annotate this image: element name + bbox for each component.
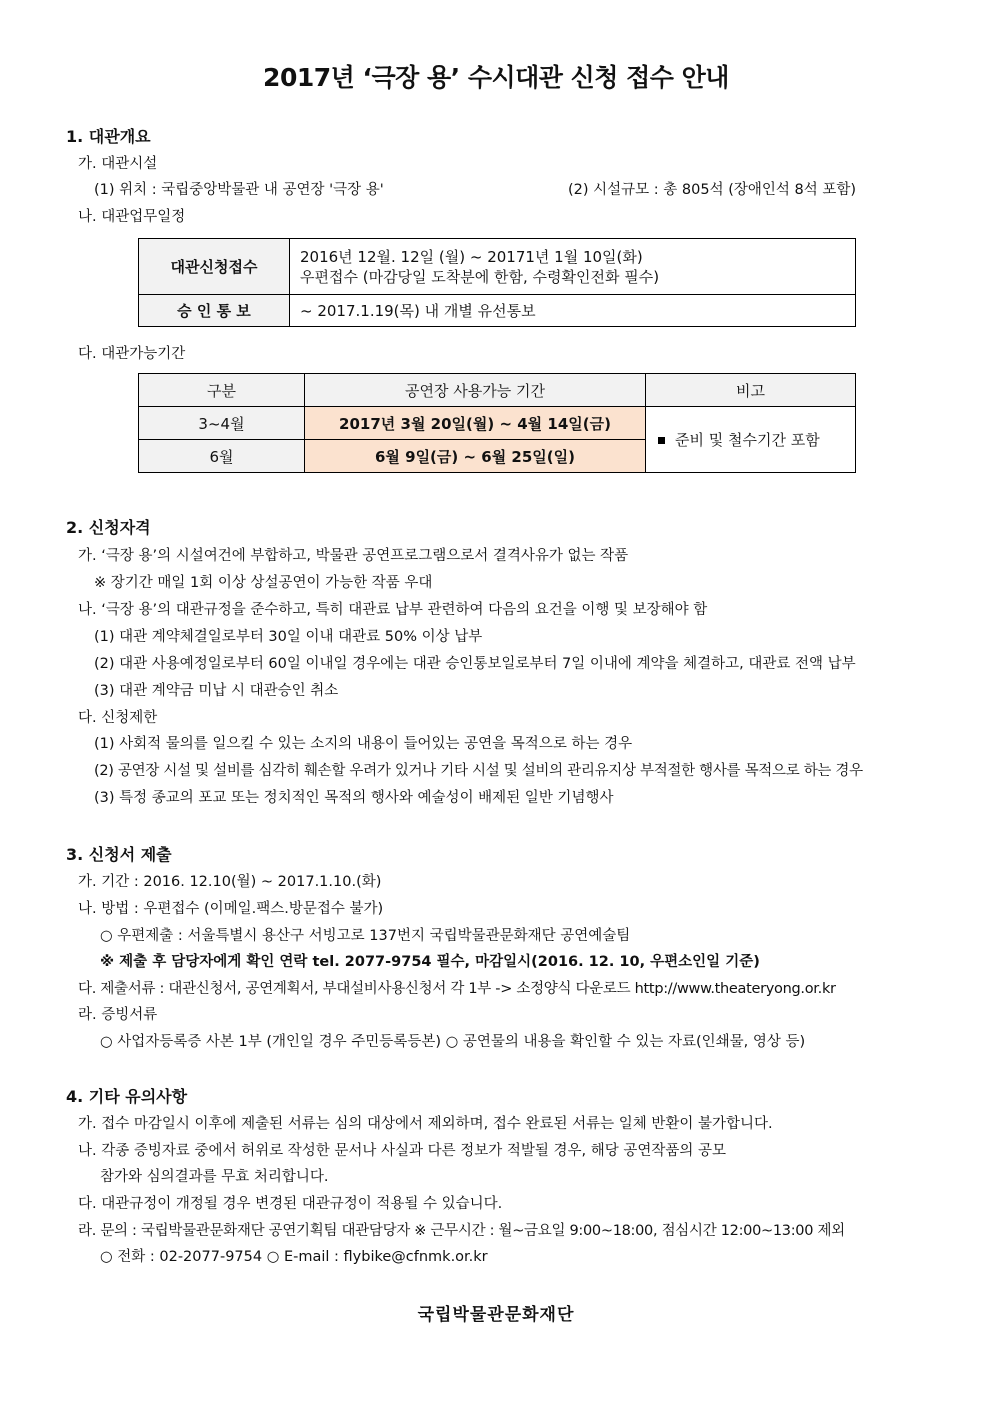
s3-line-5: 다. 제출서류 : 대관신청서, 공연계획서, 부대설비사용신청서 각 1부 -> 소정양식 다운로드 http://www.theateryong.or.kr [78, 981, 836, 997]
footer-organization: 국립박물관문화재단 [417, 1305, 575, 1325]
period-header-period: 공연장 사용가능 기간 [305, 374, 646, 407]
s4-line-3: 참가와 심의결과를 무효 처리합니다. [100, 1169, 329, 1185]
s2-line-8: (1) 사회적 물의를 일으킬 수 있는 소지의 내용이 들어있는 공연을 목적으로 하는 경우 [94, 736, 633, 752]
page-title: 2017년 ‘극장 용’ 수시대관 신청 접수 안내 [263, 63, 729, 92]
section-2-heading: 2. 신청자격 [66, 518, 151, 537]
period-header-category: 구분 [139, 374, 305, 407]
schedule-apply-method: 우편접수 (마감당일 도착분에 한함, 수령확인전화 필수) [300, 267, 660, 286]
s4-line-5: 라. 문의 : 국립박물관문화재단 공연기획팀 대관담당자 ※ 근무시간 : 월~금요일 9:00~18:00, 점심시간 12:00~13:00 제외 [78, 1223, 845, 1239]
s2-line-6: (3) 대관 계약금 미납 시 대관승인 취소 [94, 683, 339, 699]
s3-line-4: ※ 제출 후 담당자에게 확인 연락 tel. 2077-9754 필수, 마감일시(2016. 12. 10, 우편소인일 기준) [100, 954, 760, 970]
s3-line-1: 가. 기간 : 2016. 12.10(월) ~ 2017.1.10.(화) [78, 874, 382, 890]
s4-line-4: 다. 대관규정이 개정될 경우 변경된 대관규정이 적용될 수 있습니다. [78, 1196, 503, 1212]
s1-location: (1) 위치 : 국립중앙박물관 내 공연장 '극장 용' [94, 182, 384, 198]
s4-line-2: 나. 각종 증빙자료 중에서 허위로 작성한 문서나 사실과 다른 정보가 적발될 경우, 해당 공연작품의 공모 [78, 1143, 727, 1159]
schedule-approval-value: ~ 2017.1.19(목) 내 개별 유선통보 [290, 295, 856, 327]
s2-line-2: ※ 장기간 매일 1회 이상 상설공연이 가능한 작품 우대 [94, 575, 433, 591]
period-header-note: 비고 [646, 374, 856, 407]
s3-line-3: ○ 우편제출 : 서울특별시 용산구 서빙고로 137번지 국립박물관문화재단 공연예술팀 [100, 928, 631, 944]
schedule-apply-value [290, 239, 856, 295]
schedule-head-apply: 대관신청접수 [139, 239, 290, 295]
s1-na: 나. 대관업무일정 [78, 209, 186, 225]
section-3-heading: 3. 신청서 제출 [66, 845, 172, 864]
square-bullet-icon [658, 437, 665, 444]
s3-line-6: 라. 증빙서류 [78, 1007, 158, 1023]
s1-ga: 가. 대관시설 [78, 156, 158, 172]
s2-line-10: (3) 특정 종교의 포교 또는 정치적인 목적의 행사와 예술성이 배제된 일반 기념행사 [94, 790, 614, 806]
s2-line-1: 가. ‘극장 용’의 시설여건에 부합하고, 박물관 공연프로그램으로서 결격사유가 없는 작품 [78, 548, 629, 564]
s3-line-7: ○ 사업자등록증 사본 1부 (개인일 경우 주민등록등본) ○ 공연물의 내용을 확인할 수 있는 자료(인쇄물, 영상 등) [100, 1034, 806, 1050]
schedule-head-approval: 승 인 통 보 [139, 295, 290, 327]
section-4-heading: 4. 기타 유의사항 [66, 1087, 188, 1106]
s2-line-4: (1) 대관 계약체결일로부터 30일 이내 대관료 50% 이상 납부 [94, 629, 483, 645]
section-1-heading: 1. 대관개요 [66, 127, 151, 146]
period-table [138, 373, 856, 473]
s2-line-7: 다. 신청제한 [78, 710, 158, 726]
s2-line-3: 나. ‘극장 용’의 대관규정을 준수하고, 특히 대관료 납부 관련하여 다음의 요건을 이행 및 보장해야 함 [78, 602, 708, 618]
schedule-apply-dates: 2016년 12월. 12일 (월) ~ 20171년 1월 10일(화) [300, 247, 643, 266]
period-note: 준비 및 철수기간 포함 [675, 431, 820, 449]
period-note-cell [646, 407, 856, 473]
period-row1-value: 2017년 3월 20일(월) ~ 4월 14일(금) [305, 407, 646, 440]
s2-line-5: (2) 대관 사용예정일로부터 60일 이내일 경우에는 대관 승인통보일로부터 7일 이내에 계약을 체결하고, 대관료 전액 납부 [94, 656, 856, 672]
s4-line-1: 가. 접수 마감일시 이후에 제출된 서류는 심의 대상에서 제외하며, 접수 완료된 서류는 일체 반환이 불가합니다. [78, 1116, 773, 1132]
period-row2-value: 6월 9일(금) ~ 6월 25일(일) [305, 440, 646, 473]
s1-da: 다. 대관가능기간 [78, 346, 186, 362]
s2-line-9: (2) 공연장 시설 및 설비를 심각히 훼손할 우려가 있거나 기타 시설 및 설비의 관리유지상 부적절한 행사를 목적으로 하는 경우 [94, 763, 863, 779]
schedule-table [138, 238, 856, 327]
s3-line-2: 나. 방법 : 우편접수 (이메일.팩스.방문접수 불가) [78, 901, 384, 917]
period-row2-label: 6월 [139, 440, 305, 473]
s1-scale: (2) 시설규모 : 총 805석 (장애인석 8석 포함) [568, 182, 856, 198]
s4-line-6: ○ 전화 : 02-2077-9754 ○ E-mail : flybike@cfnmk.or.kr [100, 1249, 488, 1265]
period-row1-label: 3~4월 [139, 407, 305, 440]
